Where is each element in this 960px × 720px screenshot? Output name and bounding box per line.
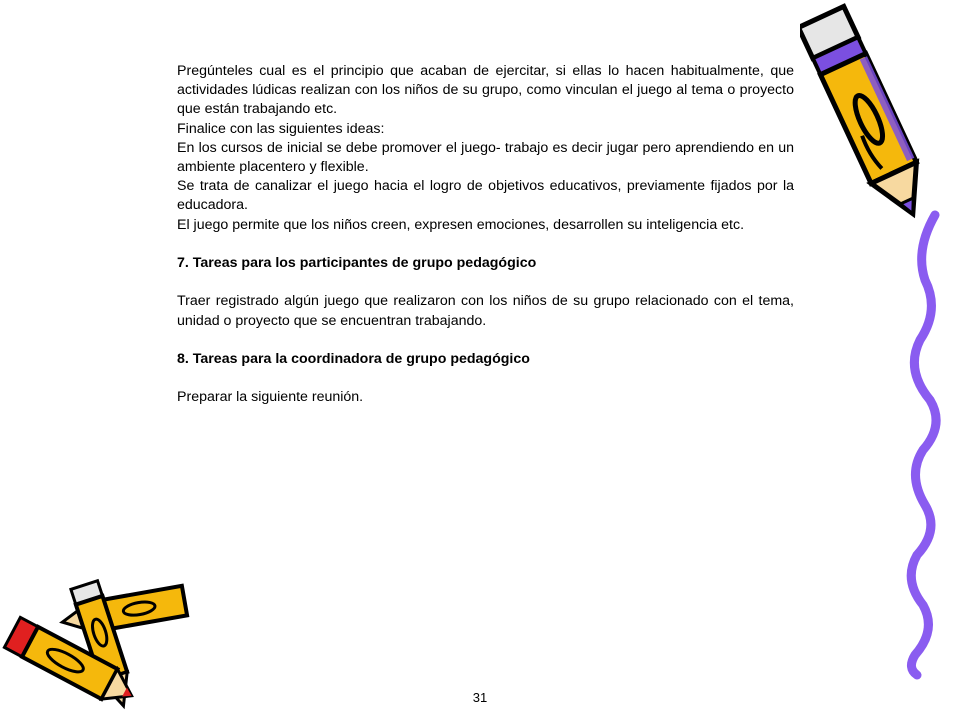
page-number: 31 [472, 690, 488, 705]
section-body: Traer registrado algún juego que realizaron con los niños de su grupo relacionado con el tema, unidad o proyecto que se encuentran trabajando. [177, 293, 794, 329]
pencil-icon [800, 0, 960, 230]
spacer [177, 331, 794, 350]
section-heading: 7. Tareas para los participantes de grupo pedagógico [177, 255, 537, 272]
section-body: Preparar la siguiente reunión. [177, 389, 364, 406]
paragraph: Se trata de canalizar el juego hacia el logro de objetivos educativos, previamente fijados por la educadora. [177, 178, 794, 214]
section-heading: 8. Tareas para la coordinadora de grupo pedagógico [177, 351, 530, 367]
spacer [177, 273, 794, 292]
spacer [177, 369, 794, 388]
paragraph: El juego permite que los niños creen, expresen emociones, desarrollen su inteligencia etc. [177, 216, 745, 233]
document-body [177, 62, 794, 408]
paragraph: Finalice con las siguientes ideas: [177, 120, 385, 137]
paragraph: En los cursos de inicial se debe promover el juego- trabajo es decir jugar pero aprendiendo en un ambiente placentero y flexible. [177, 139, 794, 176]
spacer [177, 235, 794, 254]
paragraph: Pregúnteles cual es el principio que acaban de ejercitar, si ellas lo hacen habitualmente, que actividades lúdicas realizan con los niños de su grupo, como vinculan el juego al tema o proyecto que están trabajando etc. [177, 63, 794, 118]
wavy-line-icon [895, 210, 960, 680]
